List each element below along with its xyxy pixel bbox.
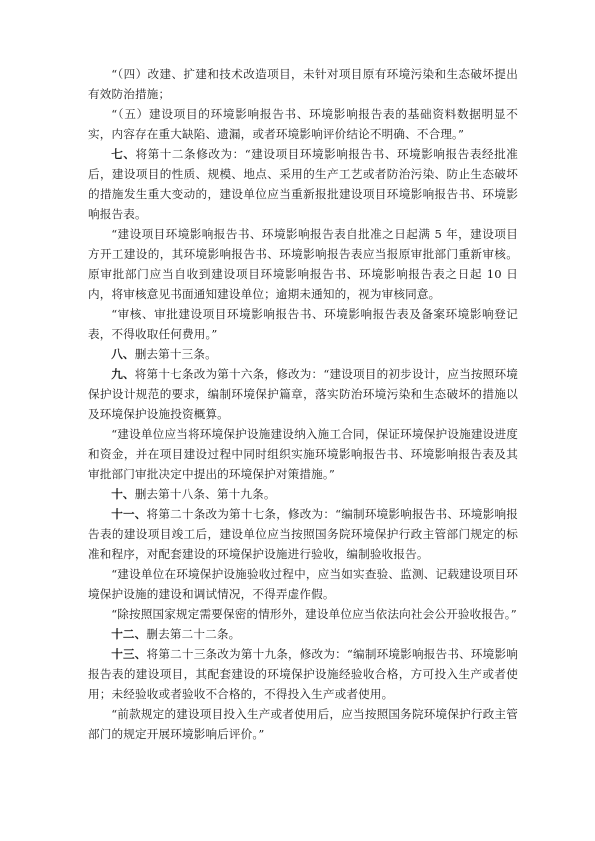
paragraph-text: 将第二十条改为第十七条，修改为：“编制环境影响报告书、环境影响报告表的建设项目竣工后，建设单位应当按照国务院环境保护行政主管部门规定的标准和程序，对配套建设的环境保护设施进行验收，编制验收报告。 xyxy=(88,507,518,561)
paragraph-text: 删去第十八条、第十九条。 xyxy=(134,487,276,501)
paragraph-text: “建设单位应当将环境保护设施建设纳入施工合同，保证环境保护设施建设进度和资金，并在项目建设过程中同时组织实施环境影响报告书、环境影响报告表及其审批部门审批决定中提出的环境保护对策措施。” xyxy=(88,427,518,481)
paragraph xyxy=(88,64,518,104)
paragraph-lead: 十三、 xyxy=(111,647,147,661)
paragraph xyxy=(88,604,518,624)
paragraph xyxy=(88,344,518,364)
paragraph xyxy=(88,104,518,144)
paragraph-lead: 十二、 xyxy=(111,627,147,641)
paragraph xyxy=(88,224,518,304)
paragraph xyxy=(88,484,518,504)
document-body xyxy=(88,64,518,744)
paragraph-lead: 十一、 xyxy=(111,507,147,521)
paragraph-text: “审核、审批建设项目环境影响报告书、环境影响报告表及备案环境影响登记表，不得收取任何费用。” xyxy=(88,307,518,341)
paragraph-lead: 九、 xyxy=(111,367,135,381)
paragraph xyxy=(88,564,518,604)
paragraph-text: “建设单位在环境保护设施验收过程中，应当如实查验、监测、记载建设项目环境保护设施的建设和调试情况，不得弄虚作假。 xyxy=(88,567,518,601)
paragraph xyxy=(88,704,518,744)
paragraph xyxy=(88,144,518,224)
paragraph-text: “除按照国家规定需要保密的情形外，建设单位应当依法向社会公开验收报告。” xyxy=(111,607,517,621)
paragraph-lead: 十、 xyxy=(111,487,135,501)
paragraph xyxy=(88,424,518,484)
paragraph xyxy=(88,624,518,644)
paragraph-text: “（四）改建、扩建和技术改造项目，未针对项目原有环境污染和生态破坏提出有效防治措施； xyxy=(88,67,518,101)
paragraph xyxy=(88,644,518,704)
paragraph xyxy=(88,364,518,424)
paragraph xyxy=(88,504,518,564)
paragraph-text: 将第十二条修改为：“建设项目环境影响报告书、环境影响报告表经批准后，建设项目的性质、规模、地点、采用的生产工艺或者防治污染、防止生态破坏的措施发生重大变动的，建设单位应当重新报批建设项目环境影响报告书、环境影响报告表。 xyxy=(88,147,518,221)
paragraph-lead: 七、 xyxy=(111,147,136,161)
paragraph xyxy=(88,304,518,344)
paragraph-text: “前款规定的建设项目投入生产或者使用后，应当按照国务院环境保护行政主管部门的规定开展环境影响后评价。” xyxy=(88,707,518,741)
paragraph-text: “（五）建设项目的环境影响报告书、环境影响报告表的基础资料数据明显不实，内容存在重大缺陷、遗漏，或者环境影响评价结论不明确、不合理。” xyxy=(88,107,518,141)
paragraph-text: 将第二十三条改为第十九条，修改为：“编制环境影响报告书、环境影响报告表的建设项目，其配套建设的环境保护设施经验收合格，方可投入生产或者使用；未经验收或者验收不合格的，不得投入生产或者使用。 xyxy=(88,647,518,701)
paragraph-text: “建设项目环境影响报告书、环境影响报告表自批准之日起满 5 年，建设项目方开工建设的，其环境影响报告书、环境影响报告表应当报原审批部门重新审核。原审批部门应当自收到建设项目环境影响报告书、环境影响报告表之日起 10 日内，将审核意见书面通知建设单位；逾期未通知的，视为审核同意。 xyxy=(88,227,518,301)
paragraph-text: 删去第十三条。 xyxy=(134,347,217,361)
paragraph-text: 删去第二十二条。 xyxy=(146,627,241,641)
paragraph-text: 将第十七条改为第十六条，修改为：“建设项目的初步设计，应当按照环境保护设计规范的要求，编制环境保护篇章，落实防治环境污染和生态破坏的措施以及环境保护设施投资概算。 xyxy=(88,367,518,421)
paragraph-lead: 八、 xyxy=(111,347,135,361)
